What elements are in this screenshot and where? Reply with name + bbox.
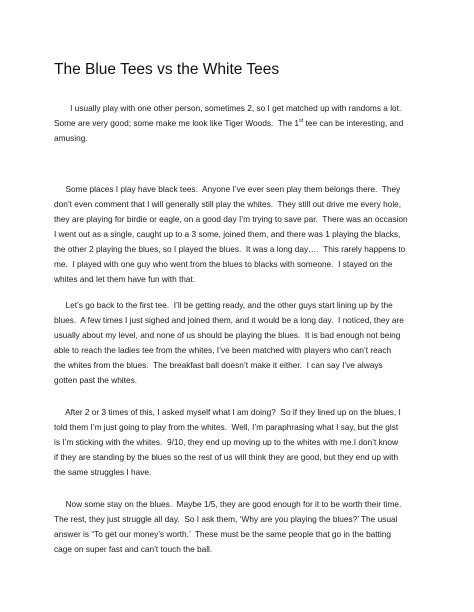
paragraph-line: they are playing for birdie or eagle, on a good day I’m trying to save par. There was an occasion [54, 214, 408, 224]
paragraph-line: told them I’m just going to play from the whites. Well, I’m paraphrasing what I say, but the gist [54, 422, 399, 432]
paragraph-line: I went out as a single, caught up to a 3 some, joined them, and there was 1 playing the blacks, [54, 229, 401, 239]
paragraph-line: I usually play with one other person, sometimes 2, so I get matched up with randoms a lot. [54, 103, 402, 113]
paragraph-5 [54, 497, 426, 557]
paragraph-line: amusing. [54, 133, 88, 143]
paragraph-line: the same struggles I have. [54, 467, 152, 477]
paragraph-line: cage on super fast and can’t touch the ball. [54, 544, 213, 554]
paragraph-3 [54, 298, 426, 388]
paragraph-line-text: Some are very good; some make me look like Tiger Woods. The 1 [54, 118, 300, 128]
paragraph-line-tail: tee can be interesting, and [303, 118, 404, 128]
paragraph-line: The rest, they just struggle all day. So I ask them, ‘Why are you playing the blues?’ The usual [54, 514, 398, 524]
ordinal-suffix: st [299, 118, 304, 125]
paragraph-line: Now some stay on the blues. Maybe 1/5, they are good enough for it to be worth their time. [54, 499, 402, 509]
paragraph-4 [54, 405, 426, 480]
document-title: The Blue Tees vs the White Tees [54, 61, 280, 78]
paragraph-line: if they are standing by the blues so the rest of us will think they are good, but they end up with [54, 452, 399, 462]
paragraph-line: whites and let them have fun with that. [54, 274, 196, 284]
paragraph-line: Some places I play have black tees. Anyone I’ve ever seen play them belongs there. They [54, 184, 401, 194]
paragraph-line: the whites from the blues. The breakfast ball doesn’t make it either. I can say I’ve always [54, 360, 383, 370]
paragraph-line: blues. A few times I just sighed and joined them, and it would be a long day. I noticed, they are [54, 315, 404, 325]
paragraph-line: Let’s go back to the first tee. I’ll be getting ready, and the other guys start lining up by the [54, 300, 393, 310]
paragraph-line: able to reach the ladies tee from the whites, I’ve been matched with players who can’t reach [54, 345, 392, 355]
paragraph-line: the other 2 playing the blues, so I played the blues. It was a long day…. This rarely happens to [54, 244, 406, 254]
paragraph-line: answer is “To get our money’s worth.’ These must be the same people that go in the batting [54, 529, 391, 539]
paragraph-line: After 2 or 3 times of this, I asked myself what I am doing? So if they lined up on the blues, I [54, 407, 401, 417]
paragraph-line: usually about my level, and none of us should be playing the blues. It is bad enough not being [54, 330, 401, 340]
paragraph-2 [54, 182, 426, 287]
paragraph-line: me. I played with one guy who went from the blues to blacks with someone. I stayed on the [54, 259, 393, 269]
paragraph-line [54, 116, 426, 131]
paragraph-1 [54, 101, 426, 146]
paragraph-line: don’t even comment that I will generally still play the whites. They still out drive me every hole, [54, 199, 402, 209]
paragraph-line: is I’m sticking with the whites. 9/10, they end up moving up to the whites with me.I don’t know [54, 437, 399, 447]
paragraph-line: gotten past the whites. [54, 375, 138, 385]
